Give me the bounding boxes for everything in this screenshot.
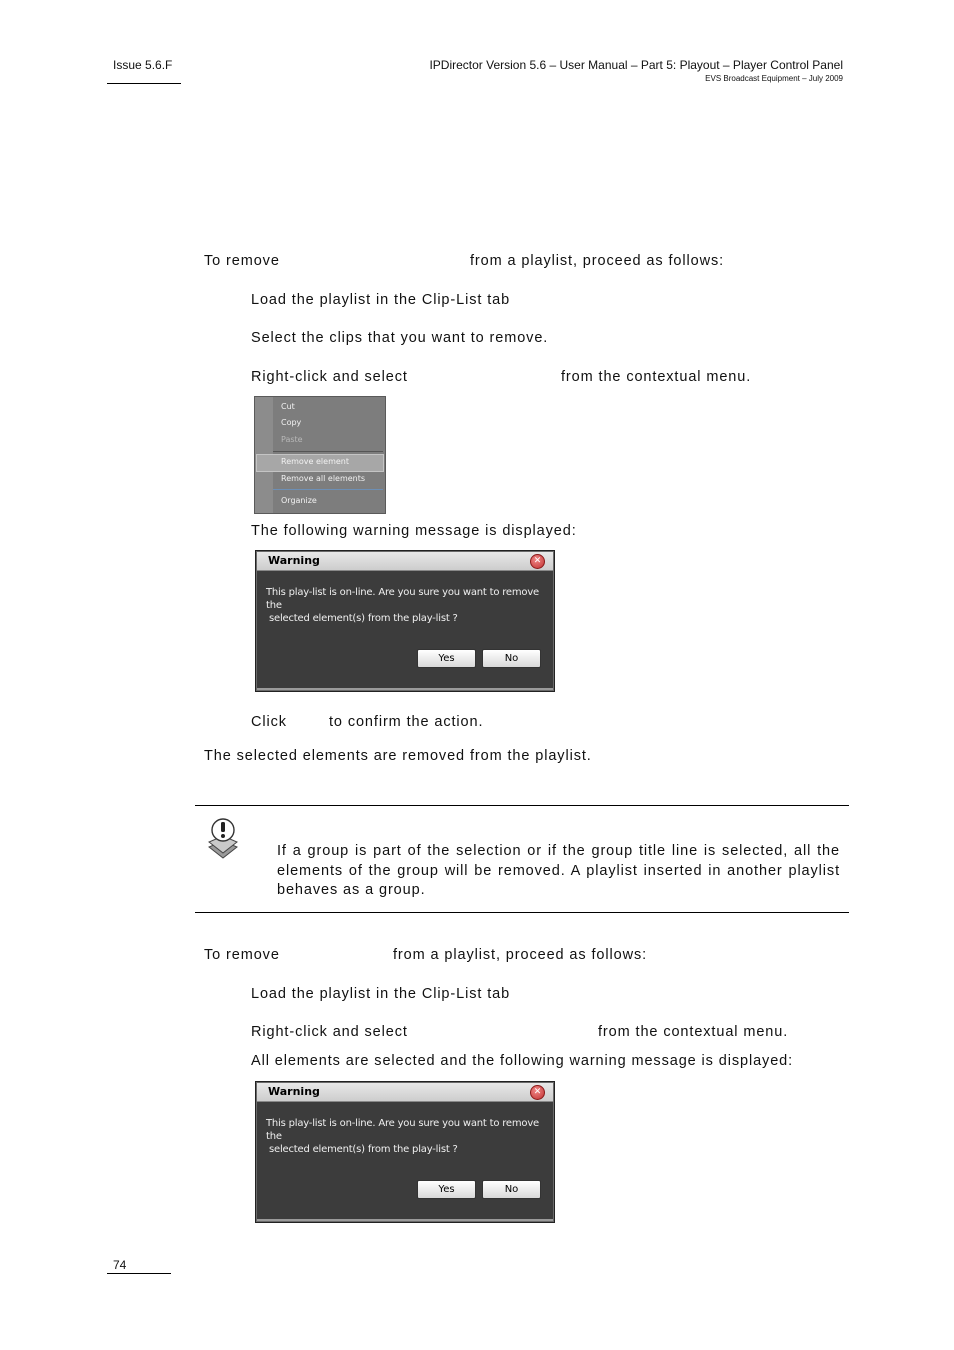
dialog-title: Warning: [268, 554, 320, 567]
dialog-message-line2: selected element(s) from the play-list ?: [269, 613, 458, 624]
footer-divider: [107, 1273, 171, 1274]
section2-step3: All elements are selected and the following warning message is displayed:: [251, 1053, 794, 1069]
dialog-titlebar: [257, 552, 553, 571]
menu-item-organize[interactable]: Organize: [281, 496, 317, 505]
menu-item-paste[interactable]: Paste: [281, 435, 303, 444]
dialog-bottom-border: [257, 688, 553, 690]
section2-step2-end: from the contextual menu.: [598, 1024, 789, 1040]
dialog-titlebar: [257, 1083, 553, 1102]
section2-intro-start: To remove: [204, 947, 280, 963]
note-text: If a group is part of the selection or if the group title line is selected, all the elements of the group will be removed. A playlist inserted in another playlist behaves as a group.: [277, 843, 840, 898]
yes-button[interactable]: Yes: [417, 649, 476, 668]
dialog-message-line2: selected element(s) from the play-list ?: [269, 1144, 458, 1155]
close-icon[interactable]: ✕: [530, 1085, 545, 1100]
section1-step1: Load the playlist in the Clip-List tab: [251, 292, 511, 308]
warning-dialog: [255, 1081, 555, 1223]
dialog-message: [266, 1117, 548, 1156]
menu-item-copy[interactable]: Copy: [281, 418, 302, 427]
menu-item-cut[interactable]: Cut: [281, 402, 295, 411]
no-button[interactable]: No: [482, 649, 541, 668]
dialog-message: [266, 586, 548, 625]
note-bottom-rule: [195, 912, 849, 913]
warning-dialog: [255, 550, 555, 692]
header-divider: [107, 83, 181, 84]
section2-step2-start: Right-click and select: [251, 1024, 408, 1040]
section1-step2: Select the clips that you want to remove.: [251, 330, 549, 346]
section1-step5-start: Click: [251, 714, 287, 730]
close-icon[interactable]: ✕: [530, 554, 545, 569]
section1-step3-start: Right-click and select: [251, 369, 408, 385]
menu-item-remove-all-elements[interactable]: Remove all elements: [281, 474, 366, 483]
section1-step5-end: to confirm the action.: [329, 714, 484, 730]
note-top-rule: [195, 805, 849, 806]
section1-step4: The following warning message is displayed:: [251, 523, 577, 539]
menu-item-remove-element[interactable]: Remove element: [281, 457, 349, 466]
menu-separator: [273, 451, 383, 452]
menu-separator: [273, 489, 383, 490]
yes-button[interactable]: Yes: [417, 1180, 476, 1199]
section2-intro-end: from a playlist, proceed as follows:: [393, 947, 648, 963]
section1-step3-end: from the contextual menu.: [561, 369, 752, 385]
manual-title: IPDirector Version 5.6 – User Manual – Part 5: Playout – Player Control Panel: [429, 58, 843, 72]
contextual-menu: [254, 396, 386, 514]
page-number: 74: [113, 1258, 127, 1272]
dialog-title: Warning: [268, 1085, 320, 1098]
section2-step1: Load the playlist in the Clip-List tab: [251, 986, 511, 1002]
no-button[interactable]: No: [482, 1180, 541, 1199]
dialog-bottom-border: [257, 1219, 553, 1221]
note-icon: [206, 817, 240, 859]
page-header: [429, 58, 843, 83]
dialog-message-line1: This play-list is on-line. Are you sure you want to remove the: [266, 1118, 539, 1142]
section1-result: The selected elements are removed from the playlist.: [204, 748, 592, 764]
dialog-message-line1: This play-list is on-line. Are you sure you want to remove the: [266, 587, 539, 611]
manual-subtitle: EVS Broadcast Equipment – July 2009: [705, 74, 843, 83]
section1-intro-start: To remove: [204, 253, 280, 269]
issue-label: Issue 5.6.F: [113, 58, 173, 72]
section1-intro-end: from a playlist, proceed as follows:: [470, 253, 725, 269]
